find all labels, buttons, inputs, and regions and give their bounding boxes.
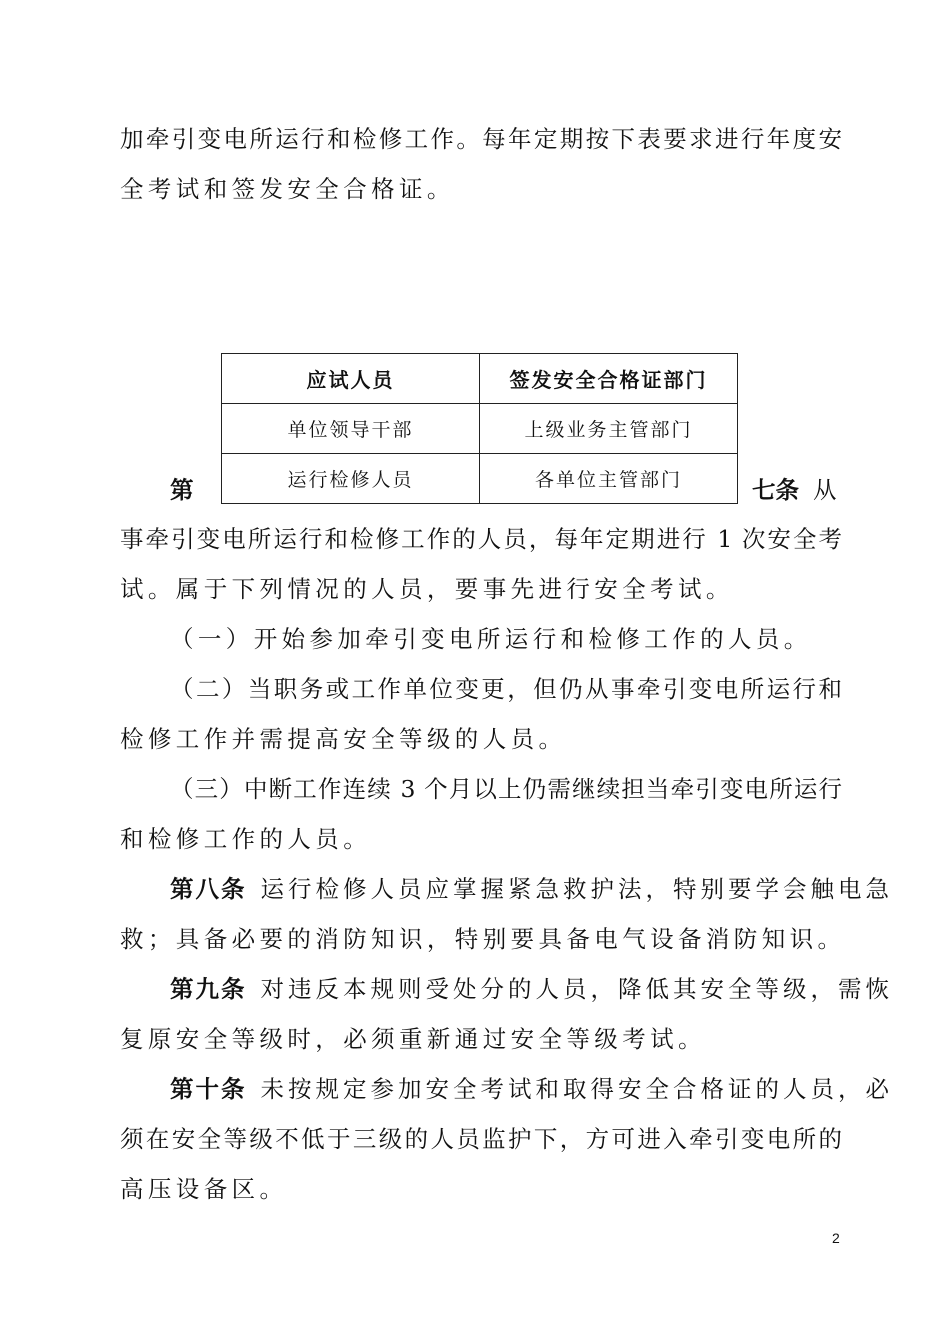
intro-line-1: 加牵引变电所运行和检修工作。每年定期按下表要求进行年度安 — [120, 125, 842, 153]
article7-item-3-line-1: （三）中断工作连续 3 个月以上仍需继续担当牵引变电所运行 — [170, 775, 842, 803]
article8-title: 第八条 — [170, 875, 247, 903]
page-number: 2 — [832, 1230, 840, 1246]
article9-title: 第九条 — [170, 975, 247, 1003]
table-row — [222, 454, 738, 504]
article7-line-2: 事牵引变电所运行和检修工作的人员，每年定期进行 1 次安全考 — [120, 525, 842, 553]
article7-line-3: 试。属于下列情况的人员，要事先进行安全考试。 — [120, 575, 734, 603]
table-cell: 单位领导干部 — [222, 404, 480, 454]
article8-text: 运行检修人员应掌握紧急救护法，特别要学会触电急 — [260, 875, 893, 903]
article8-line-2: 救；具备必要的消防知识，特别要具备电气设备消防知识。 — [120, 925, 846, 953]
article10-line-3: 高压设备区。 — [120, 1175, 288, 1203]
table-cell: 上级业务主管部门 — [480, 404, 738, 454]
table-row — [222, 404, 738, 454]
article10-line-2: 须在安全等级不低于三级的人员监护下，方可进入牵引变电所的 — [120, 1125, 842, 1153]
article7-item-3-line-2: 和检修工作的人员。 — [120, 825, 372, 853]
article10-line-1 — [170, 1074, 893, 1104]
article7-item-2-line-2: 检修工作并需提高安全等级的人员。 — [120, 725, 567, 753]
table-cell: 各单位主管部门 — [480, 454, 738, 504]
table-header-row — [222, 354, 738, 404]
table-header-cell: 签发安全合格证部门 — [480, 354, 738, 404]
article7-heading-right-text: 从 — [813, 476, 837, 504]
article7-heading-right — [752, 475, 837, 505]
certificate-table — [221, 353, 738, 504]
article7-heading-left: 第 — [170, 476, 194, 504]
table-header-cell: 应试人员 — [222, 354, 480, 404]
article9-line-1 — [170, 974, 893, 1004]
article9-text: 对违反本规则受处分的人员，降低其安全等级，需恢 — [260, 975, 893, 1003]
article8-line-1 — [170, 874, 893, 904]
article7-item-1: （一）开始参加牵引变电所运行和检修工作的人员。 — [170, 625, 812, 653]
intro-line-2: 全考试和签发安全合格证。 — [120, 175, 455, 203]
article9-line-2: 复原安全等级时，必须重新通过安全等级考试。 — [120, 1025, 706, 1053]
article10-title: 第十条 — [170, 1075, 247, 1103]
article7-heading-right-bold: 七条 — [752, 476, 799, 504]
article7-item-2-line-1: （二）当职务或工作单位变更，但仍从事牵引变电所运行和 — [170, 675, 842, 703]
article10-text: 未按规定参加安全考试和取得安全合格证的人员，必 — [260, 1075, 893, 1103]
table-cell: 运行检修人员 — [222, 454, 480, 504]
